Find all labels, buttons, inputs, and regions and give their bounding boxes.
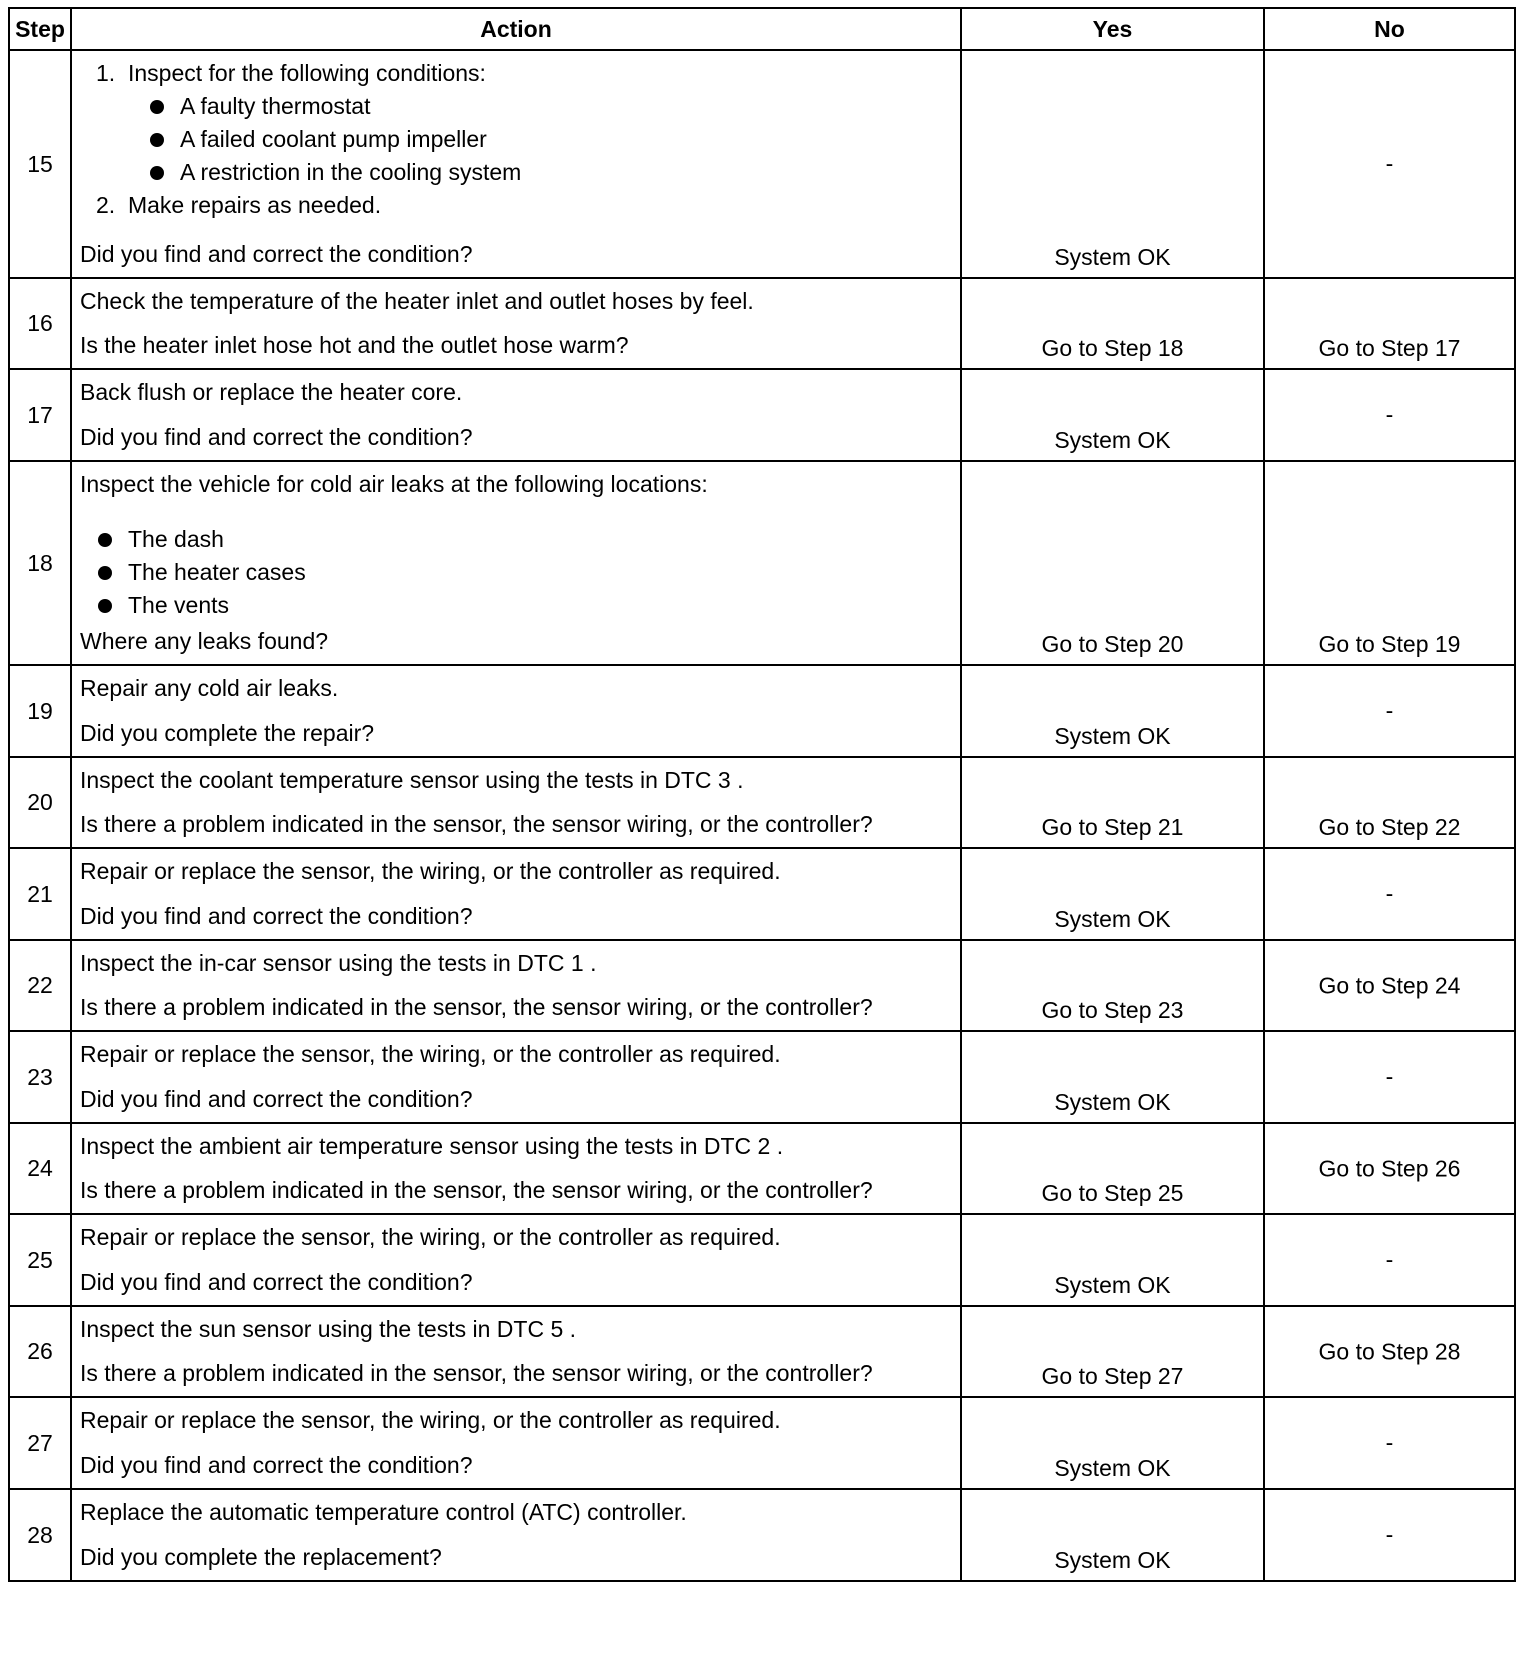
no-value: Go to Step 19 [1318,631,1461,657]
bullet-icon [150,100,164,114]
action-question: Is there a problem indicated in the sensor, the sensor wiring, or the controller? [80,1360,873,1386]
table-row [9,1306,1515,1397]
yes-value: System OK [1054,1547,1171,1573]
bullet-item: The vents [80,589,952,622]
step-number: 23 [9,1031,71,1123]
table-row [9,1397,1515,1489]
step-number: 22 [9,940,71,1031]
no-cell [1264,1397,1515,1489]
table-row [9,1214,1515,1306]
step-number: 16 [9,278,71,369]
no-value: - [1385,880,1394,907]
action-cell [71,50,961,278]
bullet-item: The dash [80,523,952,556]
no-cell [1264,757,1515,848]
no-cell [1264,1123,1515,1214]
action-text: Inspect the in-car sensor using the tests in DTC 1 . [80,950,597,976]
yes-cell [961,665,1264,757]
step-number: 17 [9,369,71,461]
bullet-icon [98,599,112,613]
yes-value: Go to Step 25 [1041,1180,1184,1206]
yes-cell [961,278,1264,369]
yes-cell [961,1031,1264,1123]
yes-cell [961,1123,1264,1214]
table-header-row [9,8,1515,50]
yes-cell [961,1214,1264,1306]
action-cell [71,1489,961,1581]
yes-value: Go to Step 21 [1041,814,1184,840]
step-number: 15 [9,50,71,278]
no-cell [1264,1306,1515,1397]
no-value: Go to Step 17 [1318,335,1461,361]
action-question: Did you find and correct the condition? [80,1086,473,1112]
action-text: Check the temperature of the heater inlet and outlet hoses by feel. [80,288,754,314]
step-number: 26 [9,1306,71,1397]
table-row [9,1031,1515,1123]
table-row [9,278,1515,369]
yes-value: System OK [1054,1089,1171,1115]
action-question: Did you find and correct the condition? [80,241,473,267]
table-row [9,369,1515,461]
action-text: Inspect the vehicle for cold air leaks at the following locations: [80,471,708,497]
bullet-icon [98,566,112,580]
yes-value: Go to Step 23 [1041,997,1184,1023]
action-cell [71,278,961,369]
action-cell [71,1214,961,1306]
action-question: Did you find and correct the condition? [80,1452,473,1478]
action-cell [71,1306,961,1397]
bullet-item: A restriction in the cooling system [80,156,952,189]
bullet-item: A failed coolant pump impeller [80,123,952,156]
header-step: Step [9,8,71,50]
table-row [9,940,1515,1031]
step-number: 27 [9,1397,71,1489]
no-value: Go to Step 28 [1318,1338,1461,1364]
action-question: Did you complete the repair? [80,720,375,746]
action-cell [71,848,961,940]
action-cell [71,369,961,461]
no-cell [1264,940,1515,1031]
step-number: 19 [9,665,71,757]
action-question: Did you find and correct the condition? [80,1269,473,1295]
table-row [9,848,1515,940]
no-value: - [1385,1246,1394,1273]
action-text: Repair or replace the sensor, the wiring, or the controller as required. [80,1407,781,1433]
action-text: Inspect the sun sensor using the tests in DTC 5 . [80,1316,577,1342]
yes-value: System OK [1054,906,1171,932]
yes-cell [961,757,1264,848]
no-value: - [1385,1063,1394,1090]
action-question: Did you find and correct the condition? [80,903,473,929]
action-cell [71,1397,961,1489]
table-row [9,50,1515,278]
yes-value: Go to Step 18 [1041,335,1184,361]
bullet-item: The heater cases [80,556,952,589]
yes-value: System OK [1054,1272,1171,1298]
action-cell [71,461,961,665]
step-number: 24 [9,1123,71,1214]
action-question: Did you find and correct the condition? [80,424,473,450]
action-text: Repair or replace the sensor, the wiring, or the controller as required. [80,1041,781,1067]
bullet-icon [98,533,112,547]
table-row [9,665,1515,757]
yes-value: System OK [1054,427,1171,453]
no-value: - [1385,697,1394,724]
no-cell [1264,665,1515,757]
yes-cell [961,1397,1264,1489]
no-cell [1264,461,1515,665]
action-cell [71,757,961,848]
step-number: 21 [9,848,71,940]
no-cell [1264,278,1515,369]
no-cell [1264,848,1515,940]
action-cell [71,665,961,757]
yes-cell [961,369,1264,461]
bullet-icon [150,166,164,180]
yes-value: System OK [1054,1455,1171,1481]
table-row [9,461,1515,665]
action-question: Is there a problem indicated in the sensor, the sensor wiring, or the controller? [80,811,873,837]
no-value: - [1385,1429,1394,1456]
numbered-item: 2. Make repairs as needed. [96,192,382,218]
no-value: - [1385,401,1394,428]
table-row [9,1489,1515,1581]
yes-cell [961,848,1264,940]
action-text: Replace the automatic temperature control (ATC) controller. [80,1499,687,1525]
action-text: Back flush or replace the heater core. [80,379,463,405]
no-value: Go to Step 22 [1318,814,1461,840]
table-row [9,1123,1515,1214]
no-cell [1264,50,1515,278]
action-text: Inspect the ambient air temperature sensor using the tests in DTC 2 . [80,1133,784,1159]
yes-cell [961,50,1264,278]
action-question: Is there a problem indicated in the sensor, the sensor wiring, or the controller? [80,1177,873,1203]
step-number: 25 [9,1214,71,1306]
action-cell [71,940,961,1031]
step-number: 20 [9,757,71,848]
no-cell [1264,1031,1515,1123]
yes-cell [961,940,1264,1031]
yes-value: Go to Step 27 [1041,1363,1184,1389]
action-cell [71,1123,961,1214]
yes-cell [961,1489,1264,1581]
bullet-item: A faulty thermostat [80,90,952,123]
action-question: Where any leaks found? [80,628,329,654]
action-question: Is the heater inlet hose hot and the outlet hose warm? [80,332,629,358]
header-yes: Yes [961,8,1264,50]
yes-value: System OK [1054,723,1171,749]
yes-value: Go to Step 20 [1041,631,1184,657]
header-no: No [1264,8,1515,50]
numbered-item: 1. Inspect for the following conditions: [96,60,486,86]
no-value: Go to Step 24 [1318,972,1461,998]
no-value: - [1385,150,1394,177]
action-question: Is there a problem indicated in the sensor, the sensor wiring, or the controller? [80,994,873,1020]
yes-cell [961,1306,1264,1397]
no-cell [1264,369,1515,461]
no-cell [1264,1489,1515,1581]
action-cell [71,1031,961,1123]
action-text: Repair or replace the sensor, the wiring, or the controller as required. [80,1224,781,1250]
header-action: Action [71,8,961,50]
no-value: Go to Step 26 [1318,1155,1461,1181]
bullet-icon [150,133,164,147]
diagnostic-table-page [8,7,1514,1582]
no-cell [1264,1214,1515,1306]
step-number: 18 [9,461,71,665]
diagnostic-table [8,7,1516,1582]
yes-cell [961,461,1264,665]
action-text: Repair or replace the sensor, the wiring, or the controller as required. [80,858,781,884]
action-text: Repair any cold air leaks. [80,675,339,701]
action-question: Did you complete the replacement? [80,1544,442,1570]
yes-value: System OK [1054,244,1171,270]
action-text: Inspect the coolant temperature sensor using the tests in DTC 3 . [80,767,744,793]
table-row [9,757,1515,848]
no-value: - [1385,1521,1394,1548]
step-number: 28 [9,1489,71,1581]
